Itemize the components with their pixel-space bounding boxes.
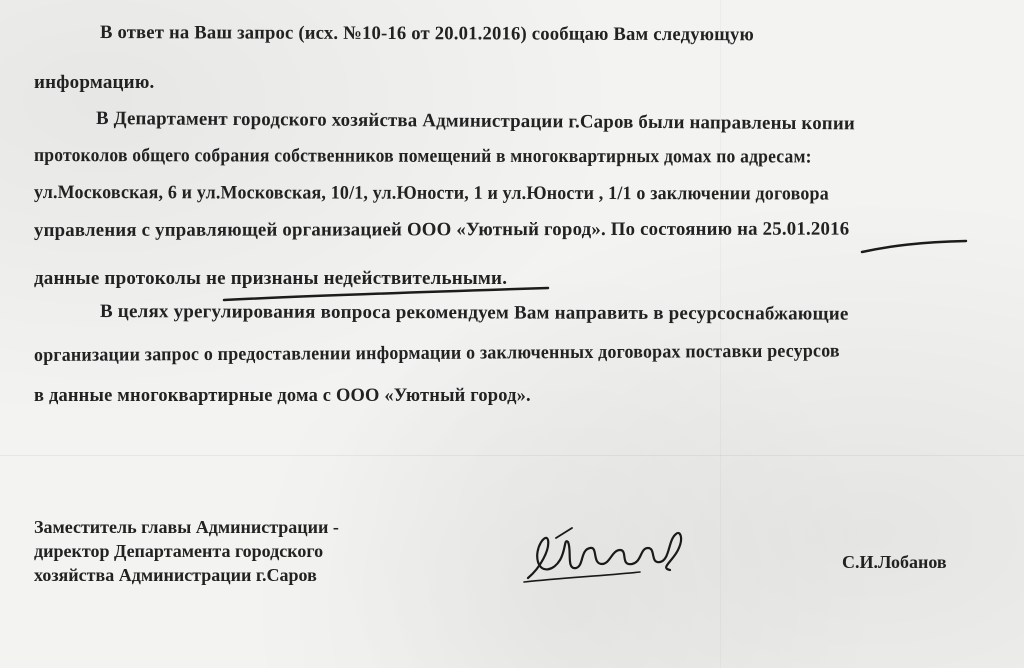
- paragraph-2-line-4: управления с управляющей организацией ООО «Уютный город». По состоянию на 25.01.2016: [33, 218, 850, 241]
- paragraph-3-line-3: в данные многоквартирные дома с ООО «Уютный город».: [34, 385, 531, 406]
- paragraph-2-line-5: данные протоколы не признаны недействительными.: [34, 268, 508, 289]
- signatory-name: С.И.Лобанов: [842, 552, 947, 572]
- handwritten-signature: [520, 520, 690, 590]
- paragraph-1-line-2: информацию.: [34, 72, 155, 93]
- paragraph-2-line-1: В Департамент городского хозяйства Администрации г.Саров были направлены копии: [95, 108, 856, 135]
- paragraph-2-line-2: протоколов общего собрания собственников помещений в многоквартирных домах по адресам:: [33, 145, 812, 168]
- paper-crease: [0, 455, 1024, 456]
- signatory-position-line-2: директор Департамента городского: [34, 541, 324, 561]
- paragraph-1-line-1: В ответ на Ваш запрос (исх. №10-16 от 20.01.2016) сообщаю Вам следующую: [99, 22, 755, 46]
- signatory-position-line-3: хозяйства Администрации г.Саров: [34, 565, 317, 585]
- signatory-position-line-1: Заместитель главы Администрации -: [34, 517, 339, 537]
- paper-crease: [720, 0, 721, 668]
- paragraph-3-line-2: организации запрос о предоставлении информации о заключенных договорах поставки ресурсов: [33, 340, 840, 366]
- handwritten-underline-date: [860, 238, 970, 256]
- paragraph-3-line-1: В целях урегулирования вопроса рекомендуем Вам направить в ресурсоснабжающие: [99, 301, 849, 325]
- paragraph-2-line-3: ул.Московская, 6 и ул.Московская, 10/1, ул.Юности, 1 и ул.Юности , 1/1 о заключении договора: [33, 182, 829, 205]
